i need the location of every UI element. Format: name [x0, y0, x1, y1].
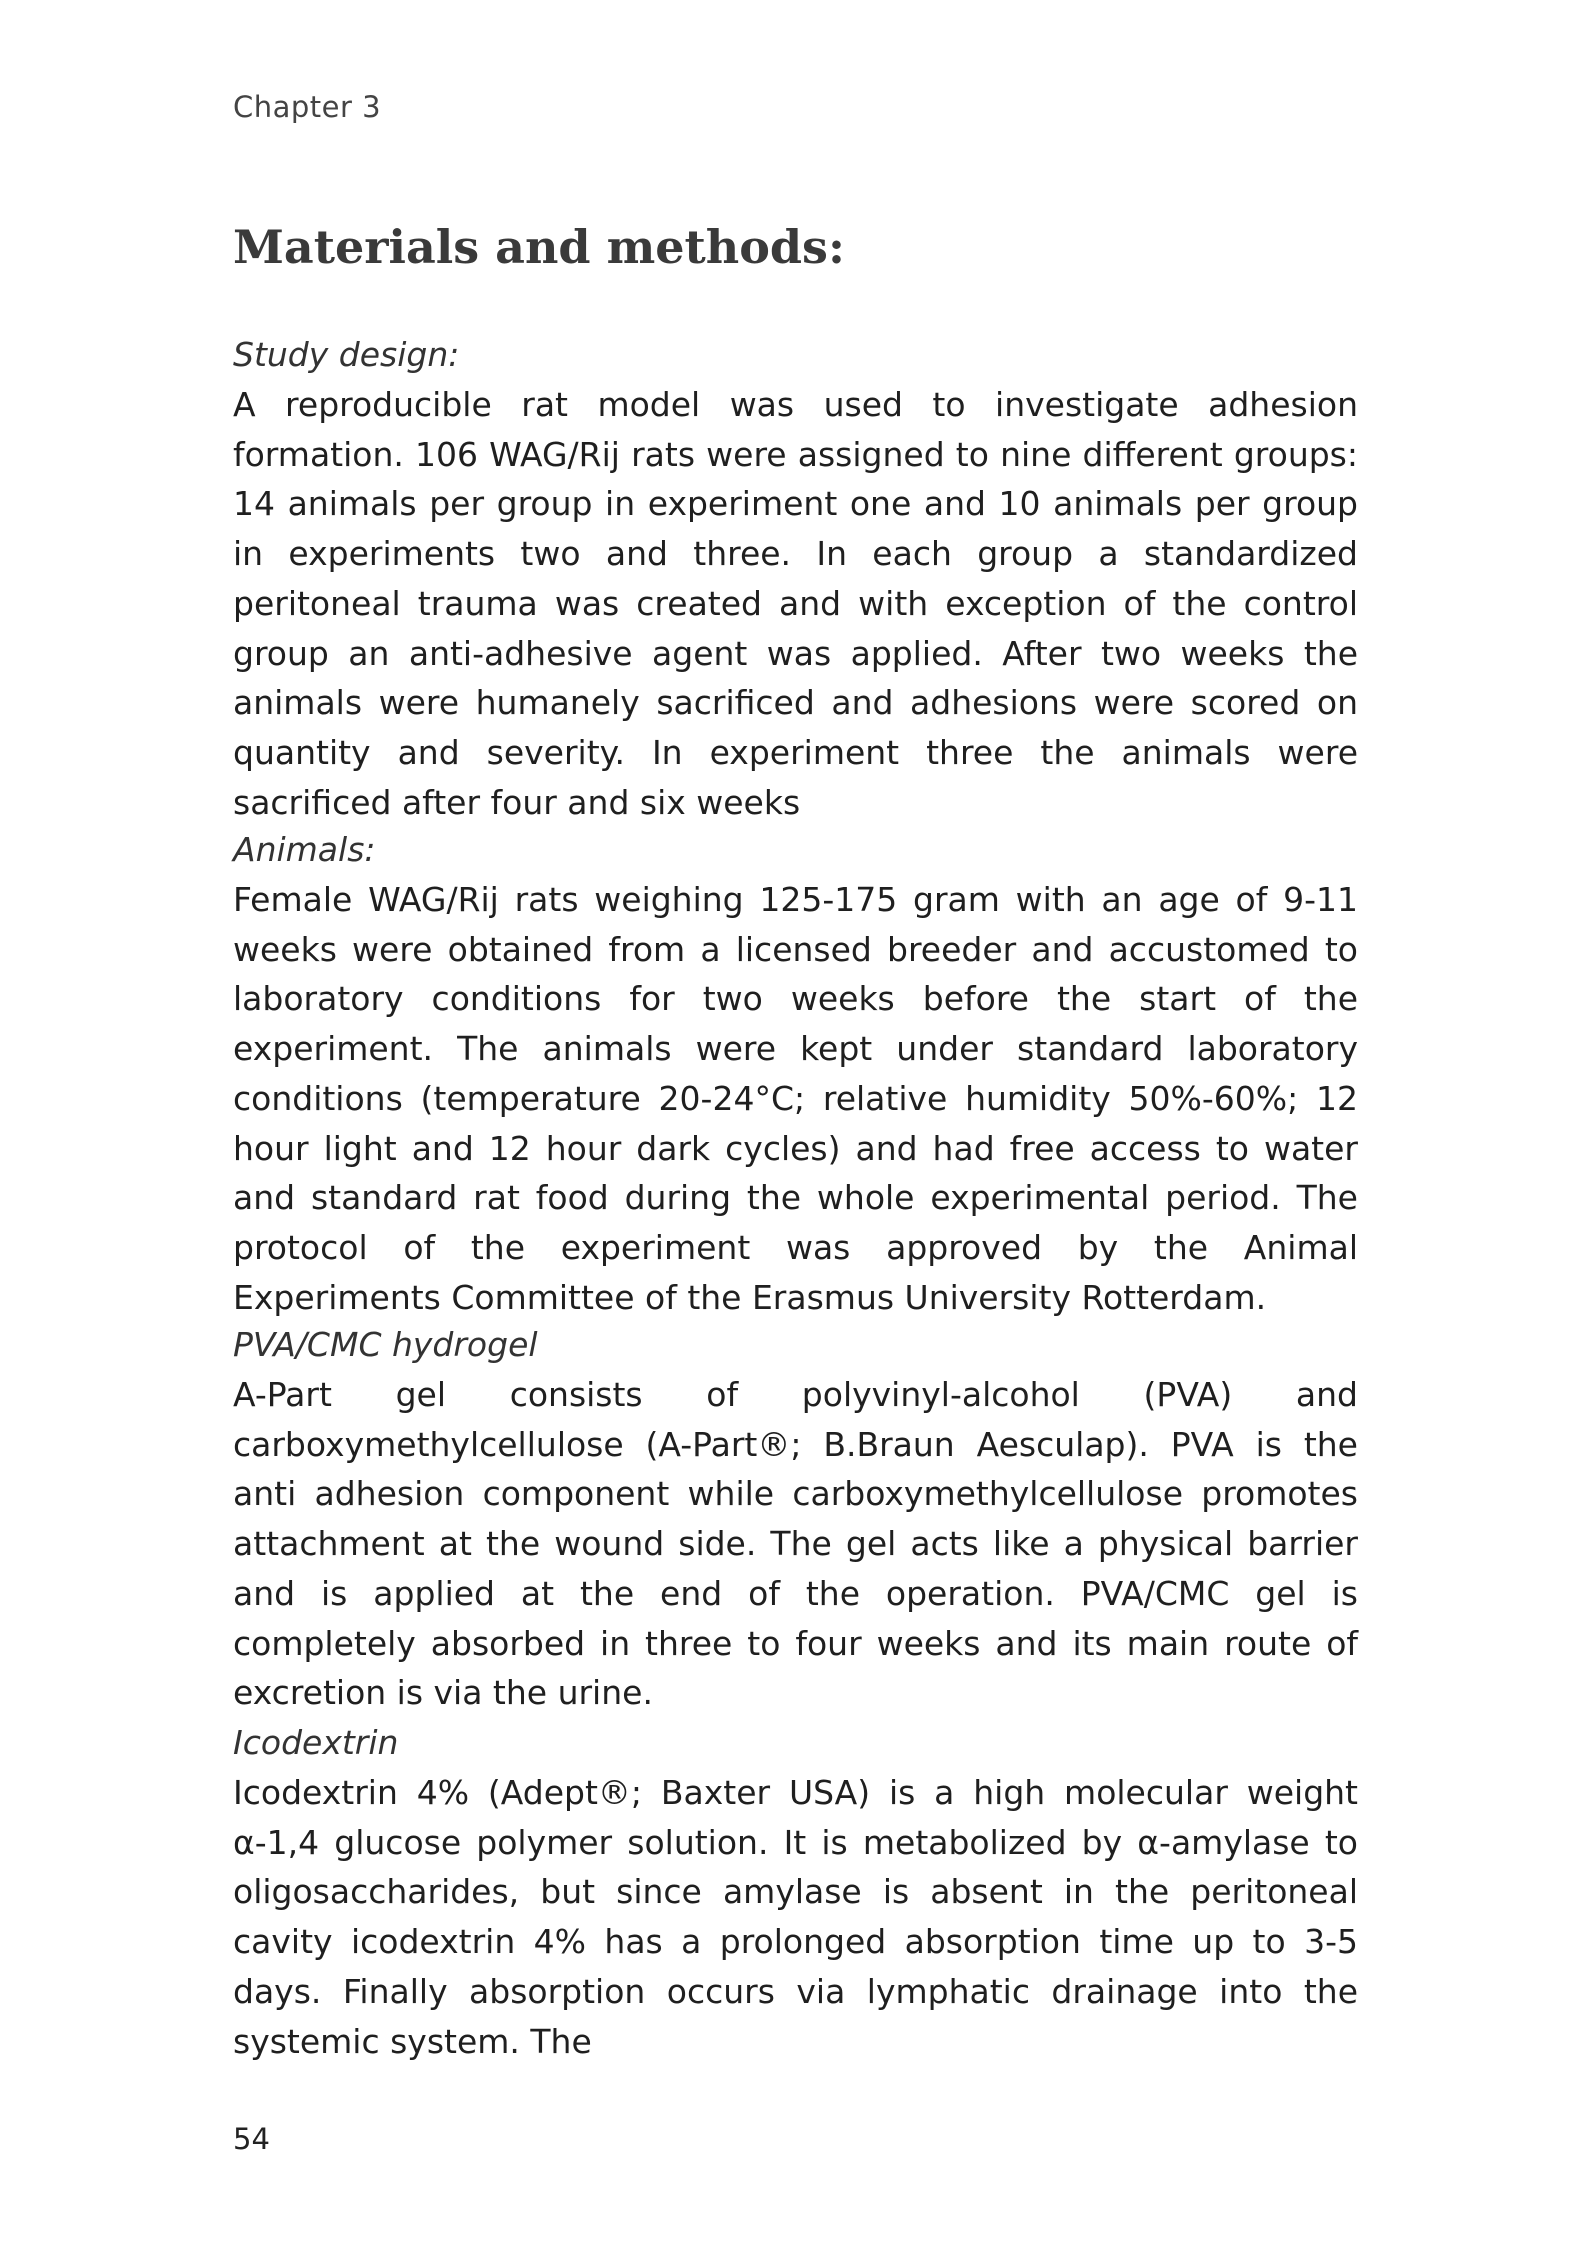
subsection-heading: PVA/CMC hydrogel — [233, 1325, 538, 1364]
subsection-study-design — [233, 330, 1358, 827]
subsection-animals — [233, 825, 1358, 1322]
subsection-paragraph: Female WAG/Rij rats weighing 125-175 gram with an age of 9-11 weeks were obtained from a licensed breeder and accustomed to laboratory conditions for two weeks before the start of the experiment. The animals were kept under standard laboratory conditions (temperature 20-24°C; relative humidity 50%-60%; 12 hour light and 12 hour dark cycles) and had free access to water and standard rat food during the whole experimental period. The protocol of the experiment was approved by the Animal Experiments Committee of the Erasmus University Rotterdam. — [233, 880, 1358, 1317]
document-page — [233, 0, 1358, 2250]
subsection-heading: Animals: — [233, 830, 376, 869]
section-title: Materials and methods: — [233, 220, 845, 274]
subsection-paragraph: A reproducible rat model was used to investigate adhesion formation. 106 WAG/Rij rats were assigned to nine different groups: 14 animals per group in experiment one and 10 animals per group in experiments two and three. In each group a standardized peritoneal trauma was created and with exception of the control group an anti-adhesive agent was applied. After two weeks the animals were humanely sacrificed and adhesions were scored on quantity and severity. In experiment three the animals were sacrificed after four and six weeks — [233, 385, 1358, 822]
subsection-paragraph: A-Part gel consists of polyvinyl-alcohol (PVA) and carboxymethylcellulose (A-Part®; B.Braun Aesculap). PVA is the anti adhesion component while carboxymethylcellulose promotes attachment at the wound side. The gel acts like a physical barrier and is applied at the end of the operation. PVA/CMC gel is completely absorbed in three to four weeks and its main route of excretion is via the urine. — [233, 1375, 1358, 1713]
page-number: 54 — [233, 2122, 270, 2156]
subsection-heading: Icodextrin — [233, 1723, 399, 1762]
subsection-heading: Study design: — [233, 335, 460, 374]
subsection-paragraph: Icodextrin 4% (Adept®; Baxter USA) is a high molecular weight α-1,4 glucose polymer solution. It is metabolized by α-amylase to oligosaccharides, but since amylase is absent in the peritoneal cavity icodextrin 4% has a prolonged absorption time up to 3-5 days. Finally absorption occurs via lymphatic drainage into the systemic system. The — [233, 1773, 1358, 2061]
running-head: Chapter 3 — [233, 90, 382, 124]
subsection-pva-cmc-hydrogel — [233, 1320, 1358, 1718]
subsection-icodextrin — [233, 1718, 1358, 2066]
